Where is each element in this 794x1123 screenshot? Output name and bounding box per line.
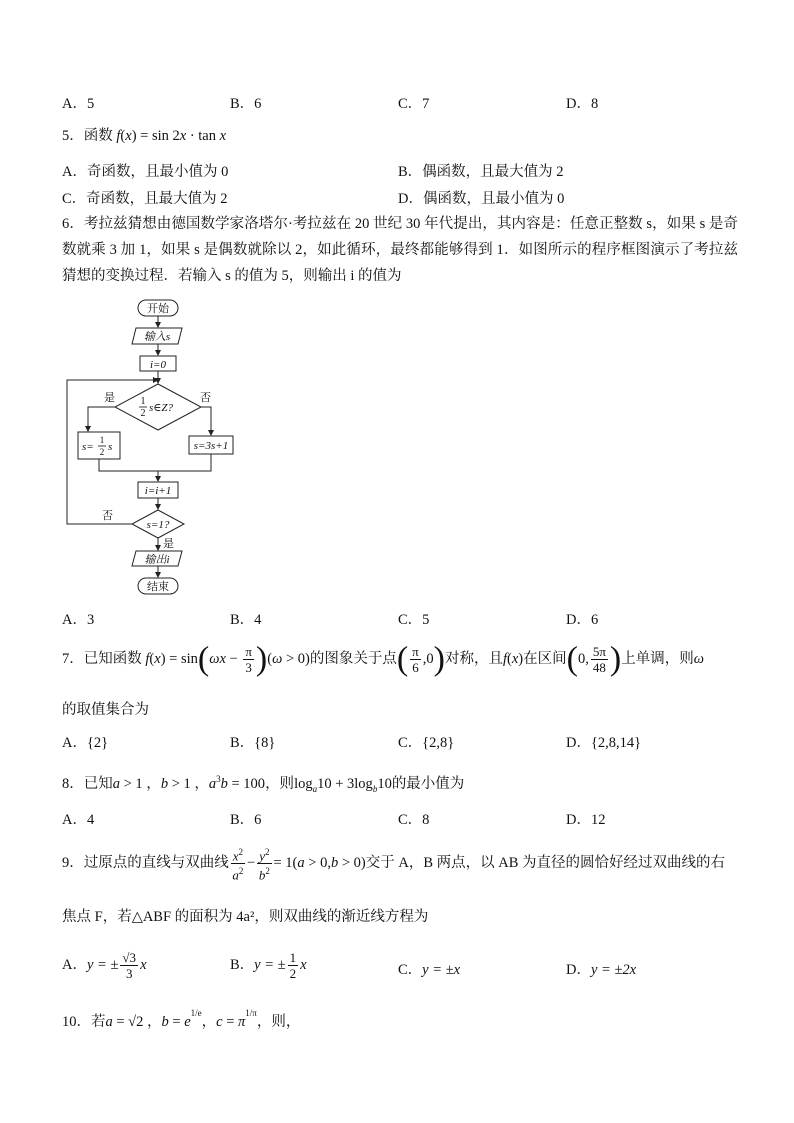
- collatz-flowchart: [60, 295, 260, 600]
- flow-no2-label: 否: [102, 510, 113, 522]
- q10-stem: 10．若a = √2 ，$b = e^{1/e}$，$c = \pi^{1/\pi}$，则，: [62, 1008, 301, 1030]
- flow-cond1-num: 1: [140, 396, 146, 407]
- q4-option-a: A．5: [62, 96, 95, 112]
- flow-yes1-label: 是: [104, 392, 115, 404]
- q9-stem-line2: 焦点 F，若△ABF 的面积为 4a²，则双曲线的渐近线方程为: [62, 909, 429, 925]
- q7-stem-line2: 的取值集合为: [62, 702, 149, 718]
- flow-yes2-label: 是: [163, 538, 174, 550]
- q6-option-b: B．4: [230, 612, 262, 628]
- q8-option-a: A．4: [62, 812, 95, 828]
- q4-option-d: D．8: [566, 96, 599, 112]
- flow-even-num: 1: [99, 435, 105, 445]
- flow-even-den: 2: [99, 447, 105, 457]
- q9-option-c: C．y = ±x: [398, 962, 461, 978]
- q6-option-a: A．3: [62, 612, 95, 628]
- q4-option-b: B．6: [230, 96, 262, 112]
- q5-stem: 5．函数 f(x) = sin 2x · tan x: [62, 128, 227, 144]
- q8-stem: 8．已知a > 1 ，b > 1 ，$a^3b = 100$，则$\log_a10 + 3\log_b10$的最小值为: [62, 774, 465, 794]
- flow-even-s: s: [108, 441, 113, 453]
- flow-input-label: 输入s: [143, 331, 171, 343]
- flow-end-label: 结束: [147, 581, 169, 593]
- q7-option-a: A．{2}: [62, 735, 109, 751]
- flow-start-label: 开始: [147, 303, 169, 315]
- flow-no1-label: 否: [200, 392, 211, 404]
- q5-option-b: B．偶函数，且最大值为 2: [398, 164, 564, 180]
- q5-option-c: C．奇函数，且最大值为 2: [62, 191, 228, 207]
- flow-cond1-label: s∈Z?: [149, 402, 174, 414]
- q5-option-a: A．奇函数，且最小值为 0: [62, 164, 229, 180]
- flow-output-label: 输出i: [144, 554, 170, 566]
- q9-option-a: A．y = ± $\frac{√3}{3}$ x: [62, 950, 147, 981]
- q4-option-c: C．7: [398, 96, 430, 112]
- q7-option-d: D．{2,8,14}: [566, 735, 642, 751]
- q9-stem: 9．过原点的直线与双曲线 $\frac{x^2}{a^2}$ − $\frac{y^2}{b^2}$ = 1(a > 0,b > 0)交于 A，B 两点，以 AB 为直径的圆恰好经过双曲线的右: [62, 847, 726, 883]
- q9-option-b: B．y = ± $\frac{1}{2}$ x: [230, 950, 307, 981]
- flow-odd-label: s=3s+1: [193, 440, 229, 452]
- q5-option-d: D．偶函数，且最小值为 0: [398, 191, 565, 207]
- q7-stem: 7．已知函数 f(x) = sin(ωx − $\frac{\pi}{3}$ )(ω > 0)的图象关于点( $\frac{\pi}{6}$ ,0)对称，且f(x)在区间(0, $\frac{5\pi}{48}$ )上单调，则ω: [62, 640, 704, 678]
- q6-option-c: C．5: [398, 612, 430, 628]
- q6-stem: 6．考拉兹猜想由德国数学家洛塔尔·考拉兹在 20 世纪 30 年代提出，其内容是：任意正整数 s，如果 s 是奇数就乘 3 加 1，如果 s 是偶数就除以 2，如此循环，最终都能够得到 1．如图所示的程序框图演示了考拉兹猜想的变换过程．若输入 s 的值为 5，则输出 i 的值为: [62, 216, 738, 284]
- q7-option-c: C．{2,8}: [398, 735, 455, 751]
- flow-init-label: i=0: [150, 359, 166, 371]
- q7-option-b: B．{8}: [230, 735, 276, 751]
- q8-option-d: D．12: [566, 812, 606, 828]
- flow-even-label: s=: [82, 441, 94, 453]
- q9-option-d: D．y = ±2x: [566, 962, 637, 978]
- q8-option-c: C．8: [398, 812, 430, 828]
- q6-option-d: D．6: [566, 612, 599, 628]
- flow-cond1-den: 2: [140, 408, 146, 419]
- flow-inc-label: i=i+1: [144, 485, 172, 497]
- flow-cond2-label: s=1?: [146, 519, 170, 531]
- q8-option-b: B．6: [230, 812, 262, 828]
